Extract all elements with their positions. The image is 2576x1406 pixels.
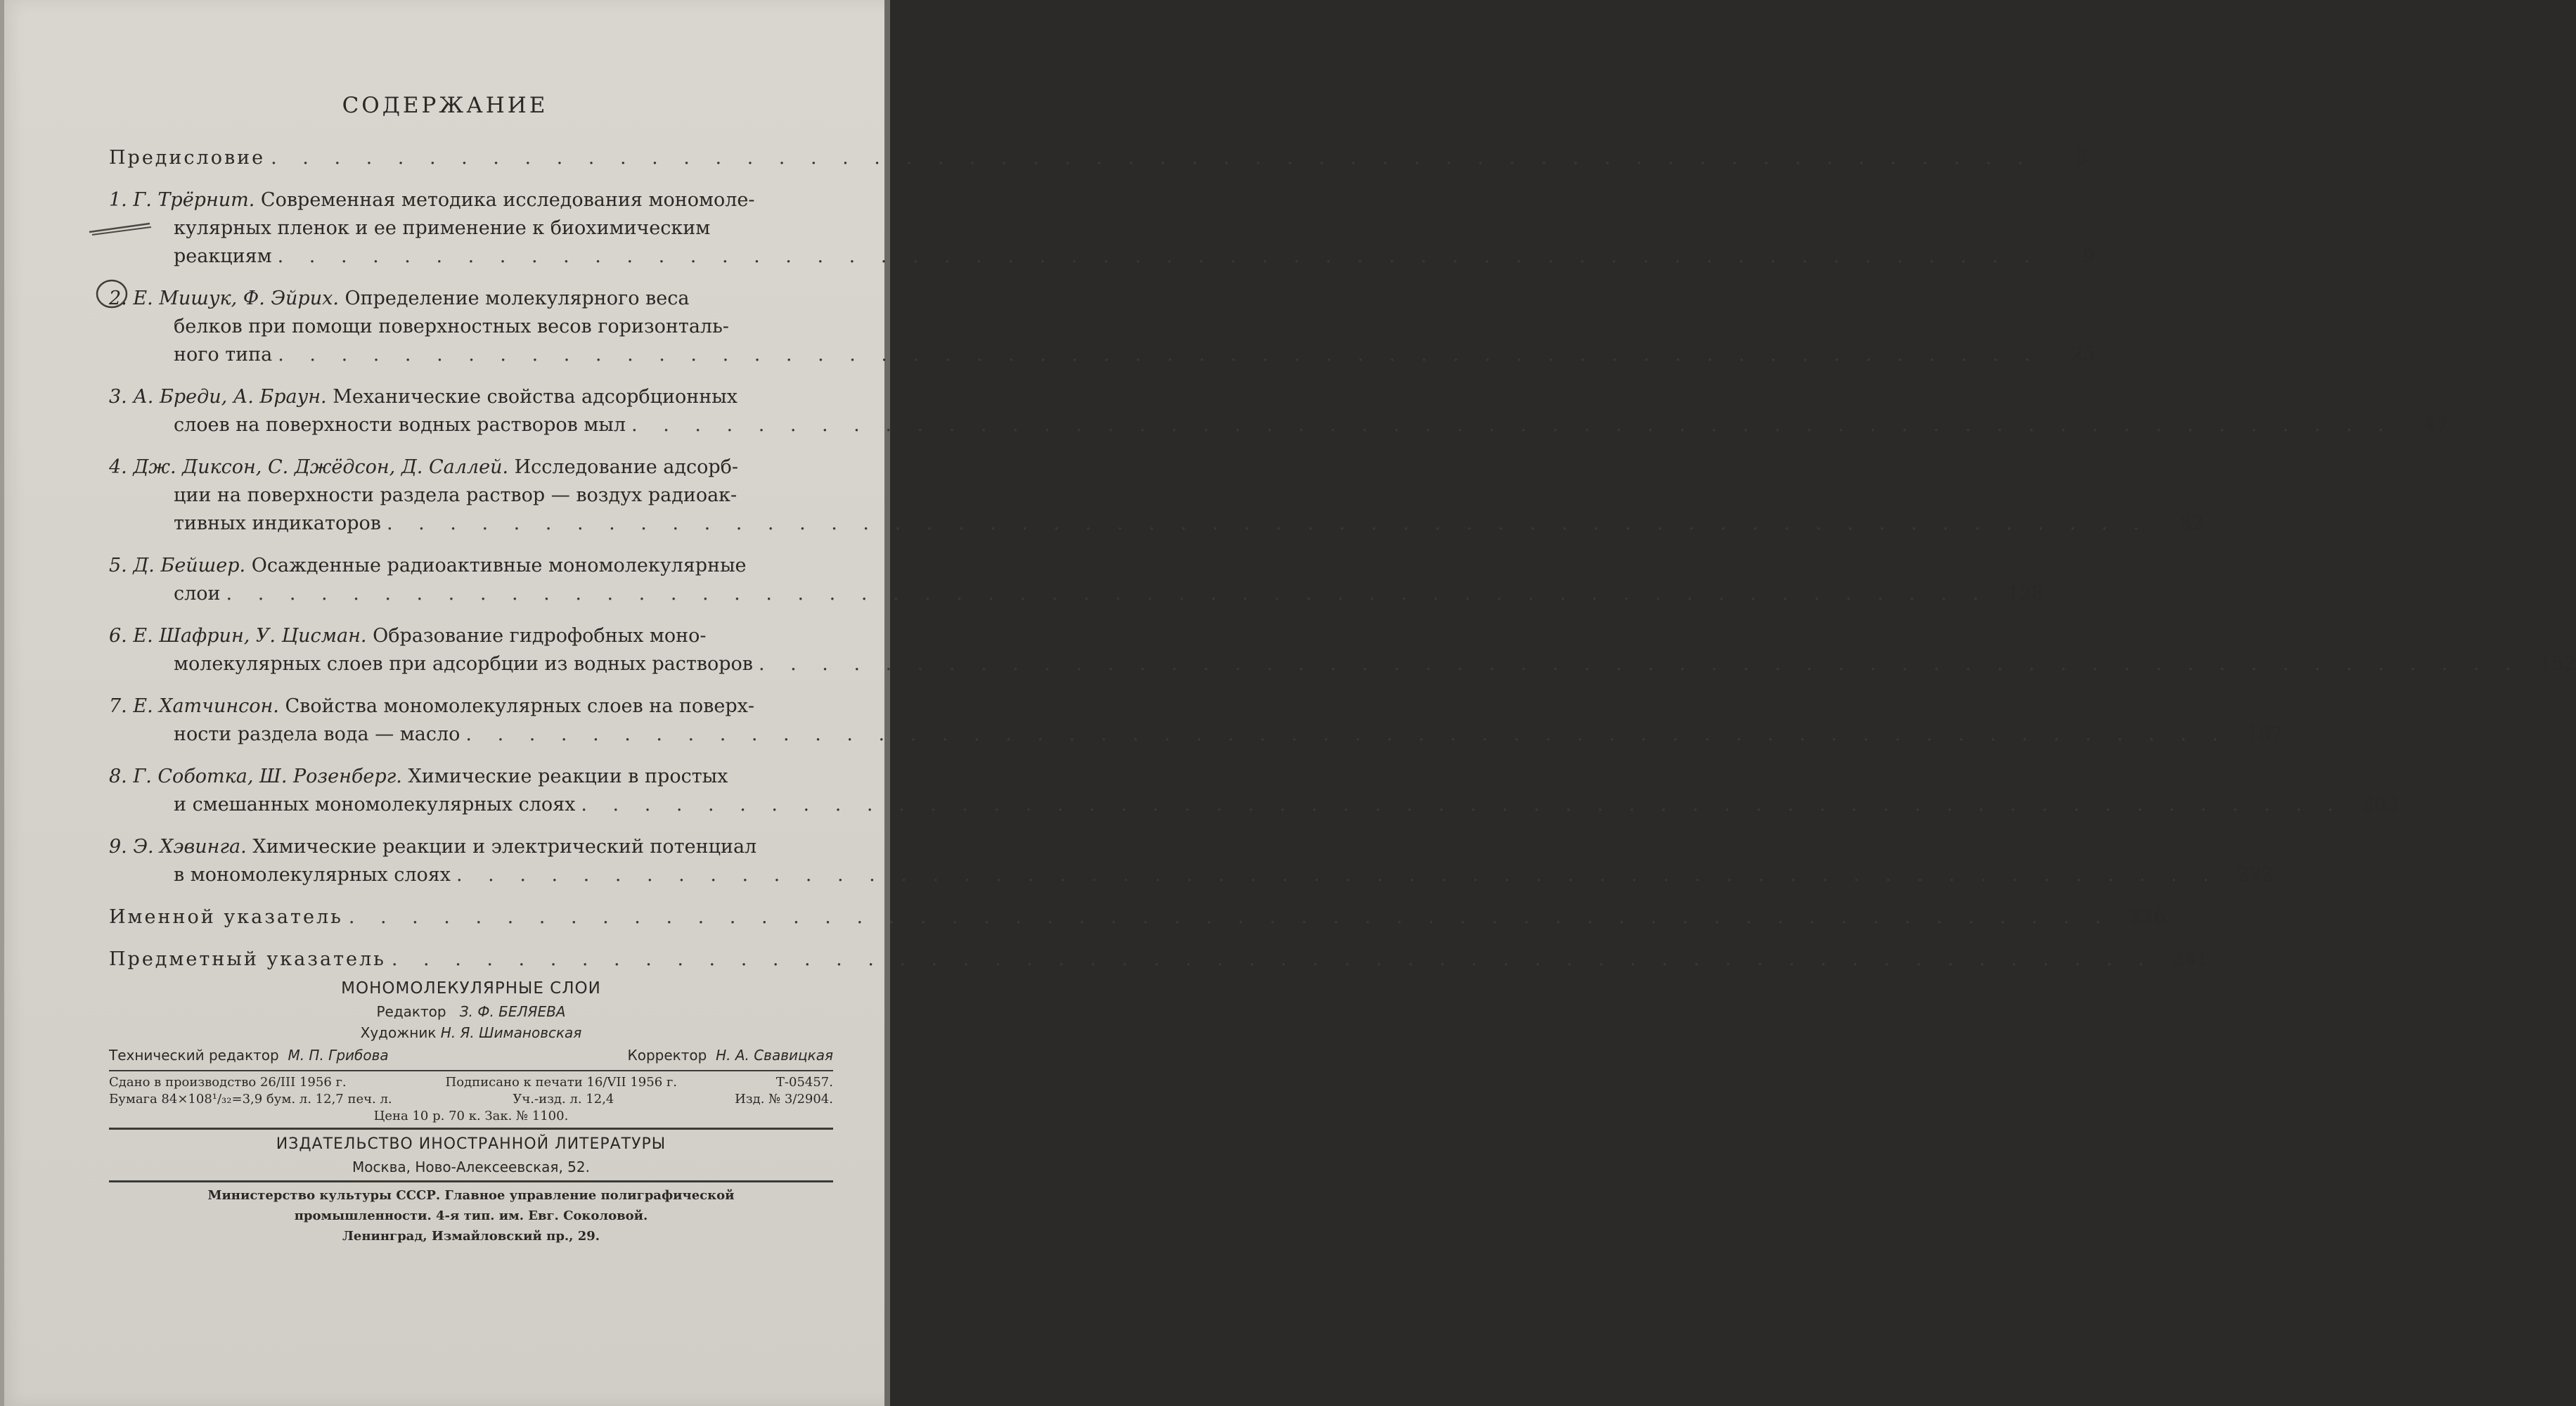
entry-number: 9. [109, 836, 127, 858]
entry-title-text: ного типа [174, 344, 273, 366]
entry-title-text: молекулярных слоев при адсорбции из водных растворов [174, 653, 753, 675]
publisher-address: Москва, Ново-Алексеевская, 52. [352, 1159, 590, 1175]
toc-entry [109, 144, 2088, 172]
leader-dots: . . . . . . . . . . . . . . . . . . . . . . . . . . . . . . . . . . . . . . . . . . . . . . . . . . . . . . . . [581, 794, 2344, 815]
page-right-edge [884, 0, 890, 1406]
toc-entry [109, 833, 2274, 889]
entry-authors: Е. Мишук, Ф. Эйрих. [133, 288, 339, 309]
toc-line [109, 341, 2095, 369]
entry-number: 6. [109, 625, 127, 647]
toc-line [109, 763, 833, 791]
license-number: Т-05457. [775, 1075, 833, 1090]
leader-dots: . . . . . . . . . . . . . . . . . . . . . . . . . . . . . . . . . . . . . . . . . . . . . . . . . . . . . . . . [456, 864, 2219, 886]
page-number: 25 [2071, 344, 2095, 366]
entry-title-text: Определение молекулярного веса [344, 288, 690, 309]
signed-date: Подписано к печати 16/VII 1956 г. [445, 1075, 678, 1090]
entry-authors: Г. Соботка, Ш. Розенберг. [133, 766, 402, 787]
tech-editor-name: М. П. Грибова [288, 1047, 389, 1064]
page-number: 241 [2172, 948, 2209, 970]
entry-title-text: Именной указатель [109, 906, 343, 928]
table-of-contents [109, 144, 2576, 988]
entry-title-text: Исследование адсорб- [514, 456, 739, 478]
entry-title-text: кулярных пленок и ее применение к биохимическим [174, 217, 711, 239]
printer-line-3: Ленинград, Измайловский пр., 29. [342, 1229, 600, 1244]
toc-entry [109, 903, 2166, 931]
corrector-name: Н. А. Свавицкая [716, 1047, 833, 1064]
entry-number: 1. [109, 189, 127, 211]
page-number: 5 [2075, 147, 2088, 169]
toc-entry [109, 622, 2576, 678]
entry-title-text: Химические реакции в простых [408, 766, 728, 787]
credits-row [109, 1043, 833, 1067]
entry-authors: Е. Шафрин, У. Цисман. [133, 625, 367, 647]
production-date: Сдано в производство 26/III 1956 г. [109, 1075, 347, 1090]
artist-name: Н. Я. Шимановская [440, 1024, 582, 1041]
toc-line [109, 144, 2088, 172]
toc-entry [109, 692, 2284, 749]
artist-label: Художник [360, 1024, 437, 1041]
toc-line [109, 285, 833, 313]
toc-line [109, 721, 2284, 749]
toc-line [109, 186, 833, 214]
toc-entry [109, 453, 2204, 538]
toc-entry [109, 763, 2399, 819]
toc-line [109, 482, 833, 510]
entry-number: 3. [109, 386, 127, 408]
toc-line [109, 411, 2449, 439]
production-details [109, 1074, 833, 1125]
toc-line [109, 622, 833, 650]
toc-line [109, 453, 833, 482]
toc-entry [109, 383, 2449, 439]
toc-line [109, 510, 2204, 538]
leader-dots: . . . . . . . . . . . . . . . . . . . . . . . . . . . . . . . . . . . . . . . . . . . . . . . . . . . . . . . . [348, 906, 2111, 928]
leader-dots: . . . . . . . . . . . . . . . . . . . . . . . . . . . . . . . . . . . . . . . . . . . . . . . . . . . . . . . . [278, 344, 2040, 366]
corrector-label: Корректор [627, 1047, 707, 1064]
entry-title-text: слои [174, 583, 221, 605]
edition-number: Изд. № 3/2904. [735, 1092, 833, 1107]
entry-title-text: Современная методика исследования мономоле- [260, 189, 755, 211]
paper-format: Бумага 84×108¹/₃₂=3,9 бум. л. 12,7 печ. л. [109, 1092, 392, 1107]
page-number: 47 [2424, 414, 2449, 436]
entry-authors: Д. Бейшер. [133, 555, 246, 576]
publishing-sheets: Уч.-изд. л. 12,4 [513, 1092, 614, 1107]
page-number: 187 [2246, 723, 2284, 745]
entry-title-text: Образование гидрофобных моно- [373, 625, 707, 647]
book-title: МОНОМОЛЕКУЛЯРНЫЕ СЛОИ [341, 979, 601, 998]
page-left-edge [0, 0, 4, 1406]
page-number: 128 [2007, 583, 2044, 605]
entry-number: 8. [109, 766, 127, 787]
toc-line [109, 214, 833, 243]
toc-line [109, 946, 2209, 974]
leader-dots: . . . . . . . . . . . . . . . . . . . . . . . . . . . . . . . . . . . . . . . . . . . . . . . . . . . . . . . . [631, 414, 2394, 436]
leader-dots: . . . . . . . . . . . . . . . . . . . . . . . . . . . . . . . . . . . . . . . . . . . . . . . . . . . . . . . . [226, 583, 1989, 605]
publisher-name: ИЗДАТЕЛЬСТВО ИНОСТРАННОЙ ЛИТЕРАТУРЫ [276, 1135, 666, 1153]
leader-dots: . . . . . . . . . . . . . . . . . . . . . . . . . . . . . . . . . . . . . . . . . . . . . . . . . . . . . . . . [277, 245, 2040, 267]
toc-line [109, 313, 833, 341]
editor-name: З. Ф. БЕЛЯЕВА [459, 1003, 566, 1020]
toc-entry [109, 946, 2209, 974]
page-number: 222 [2237, 864, 2274, 886]
page-title: СОДЕРЖАНИЕ [342, 93, 548, 118]
entry-title-text: Химические реакции и электрический потенциал [252, 836, 757, 858]
tech-editor [109, 1043, 389, 1067]
toc-entry [109, 552, 2044, 608]
divider [109, 1070, 833, 1071]
entry-number: 5. [109, 555, 127, 576]
entry-title-text: Свойства мономолекулярных слоев на поверх- [285, 695, 754, 717]
entry-number: 2. [109, 288, 127, 309]
imprint-block [109, 976, 833, 1246]
leader-dots: . . . . . . . . . . . . . . . . . . . . . . . . . . . . . . . . . . . . . . . . . . . . . . . . . . . . . . . . [386, 512, 2149, 534]
price-order: Цена 10 р. 70 к. Зак. № 1100. [373, 1109, 569, 1123]
tech-editor-label: Технический редактор [109, 1047, 279, 1064]
toc-line [109, 833, 833, 861]
entry-title-text: реакциям [174, 245, 272, 267]
corrector [628, 1043, 833, 1067]
leader-dots: . . . . . . . . . . . . . . . . . . . . . . . . . . . . . . . . . . . . . . . . . . . . . . . . . . . . . . . . [271, 147, 2033, 169]
divider [109, 1180, 833, 1182]
entry-title-text: в мономолекулярных слоях [174, 864, 451, 886]
divider [109, 1128, 833, 1130]
entry-title-text: тивных индикаторов [174, 512, 381, 534]
entry-authors: Е. Хатчинсон. [133, 695, 279, 717]
page-number: 82 [2179, 512, 2204, 534]
leader-dots: . . . . . . . . . . . . . . . . . . . . . . . . . . . . . . . . . . . . . . . . . . . . . . . . . . . . . . . . [465, 723, 2229, 745]
leader-dots: . . . . . . . . . . . . . . . . . . . . . . . . . . . . . . . . . . . . . . . . . . . . . . . . . . . . . . . . [391, 948, 2154, 970]
entry-number: 4. [109, 456, 127, 478]
entry-title-text: и смешанных мономолекулярных слоях [174, 794, 576, 815]
printer-line-2: промышленности. 4-я тип. им. Евг. Соколовой. [294, 1208, 648, 1223]
artist-line [109, 1022, 833, 1043]
editor-label: Редактор [376, 1003, 446, 1020]
entry-title-text: Механические свойства адсорбционных [333, 386, 738, 408]
entry-title-text: Предисловие [109, 147, 266, 169]
entry-title-text: Предметный указатель [109, 948, 386, 970]
page-number: 236 [2129, 906, 2166, 928]
toc-line [109, 383, 833, 411]
printer-line-1: Министерство культуры СССР. Главное управление полиграфической [207, 1188, 735, 1203]
entry-number: 7. [109, 695, 127, 717]
toc-line [109, 861, 2274, 889]
entry-title-text: Осажденные радиоактивные мономолекулярные [251, 555, 747, 576]
entry-title-text: белков при помощи поверхностных весов горизонталь- [174, 316, 729, 337]
toc-line [109, 243, 2095, 271]
toc-entry [109, 186, 2095, 271]
entry-authors: Э. Хэвинга. [133, 836, 247, 858]
page-number: 203 [2362, 794, 2399, 815]
toc-line [109, 650, 2576, 678]
entry-authors: Г. Трёрнит. [133, 189, 255, 211]
editor-line [109, 1001, 833, 1022]
toc-line [109, 580, 2044, 608]
entry-title-text: ции на поверхности раздела раствор — воздух радиоак- [174, 484, 738, 506]
entry-title-text: слоев на поверхности водных растворов мыл [174, 414, 626, 436]
toc-line [109, 552, 833, 580]
toc-line [109, 791, 2399, 819]
page-number: 152 [2539, 653, 2576, 675]
leader-dots: . . . . . . . . . . . . . . . . . . . . . . . . . . . . . . . . . . . . . . . . . . . . . . . . . . . . . . . . [758, 653, 2521, 675]
entry-title-text: ности раздела вода — масло [174, 723, 461, 745]
entry-authors: Дж. Диксон, С. Джёдсон, Д. Саллей. [133, 456, 509, 478]
toc-entry [109, 285, 2095, 369]
toc-line [109, 903, 2166, 931]
entry-authors: А. Бреди, А. Браун. [133, 386, 327, 408]
toc-line [109, 692, 833, 721]
page-number: 9 [2082, 245, 2095, 267]
